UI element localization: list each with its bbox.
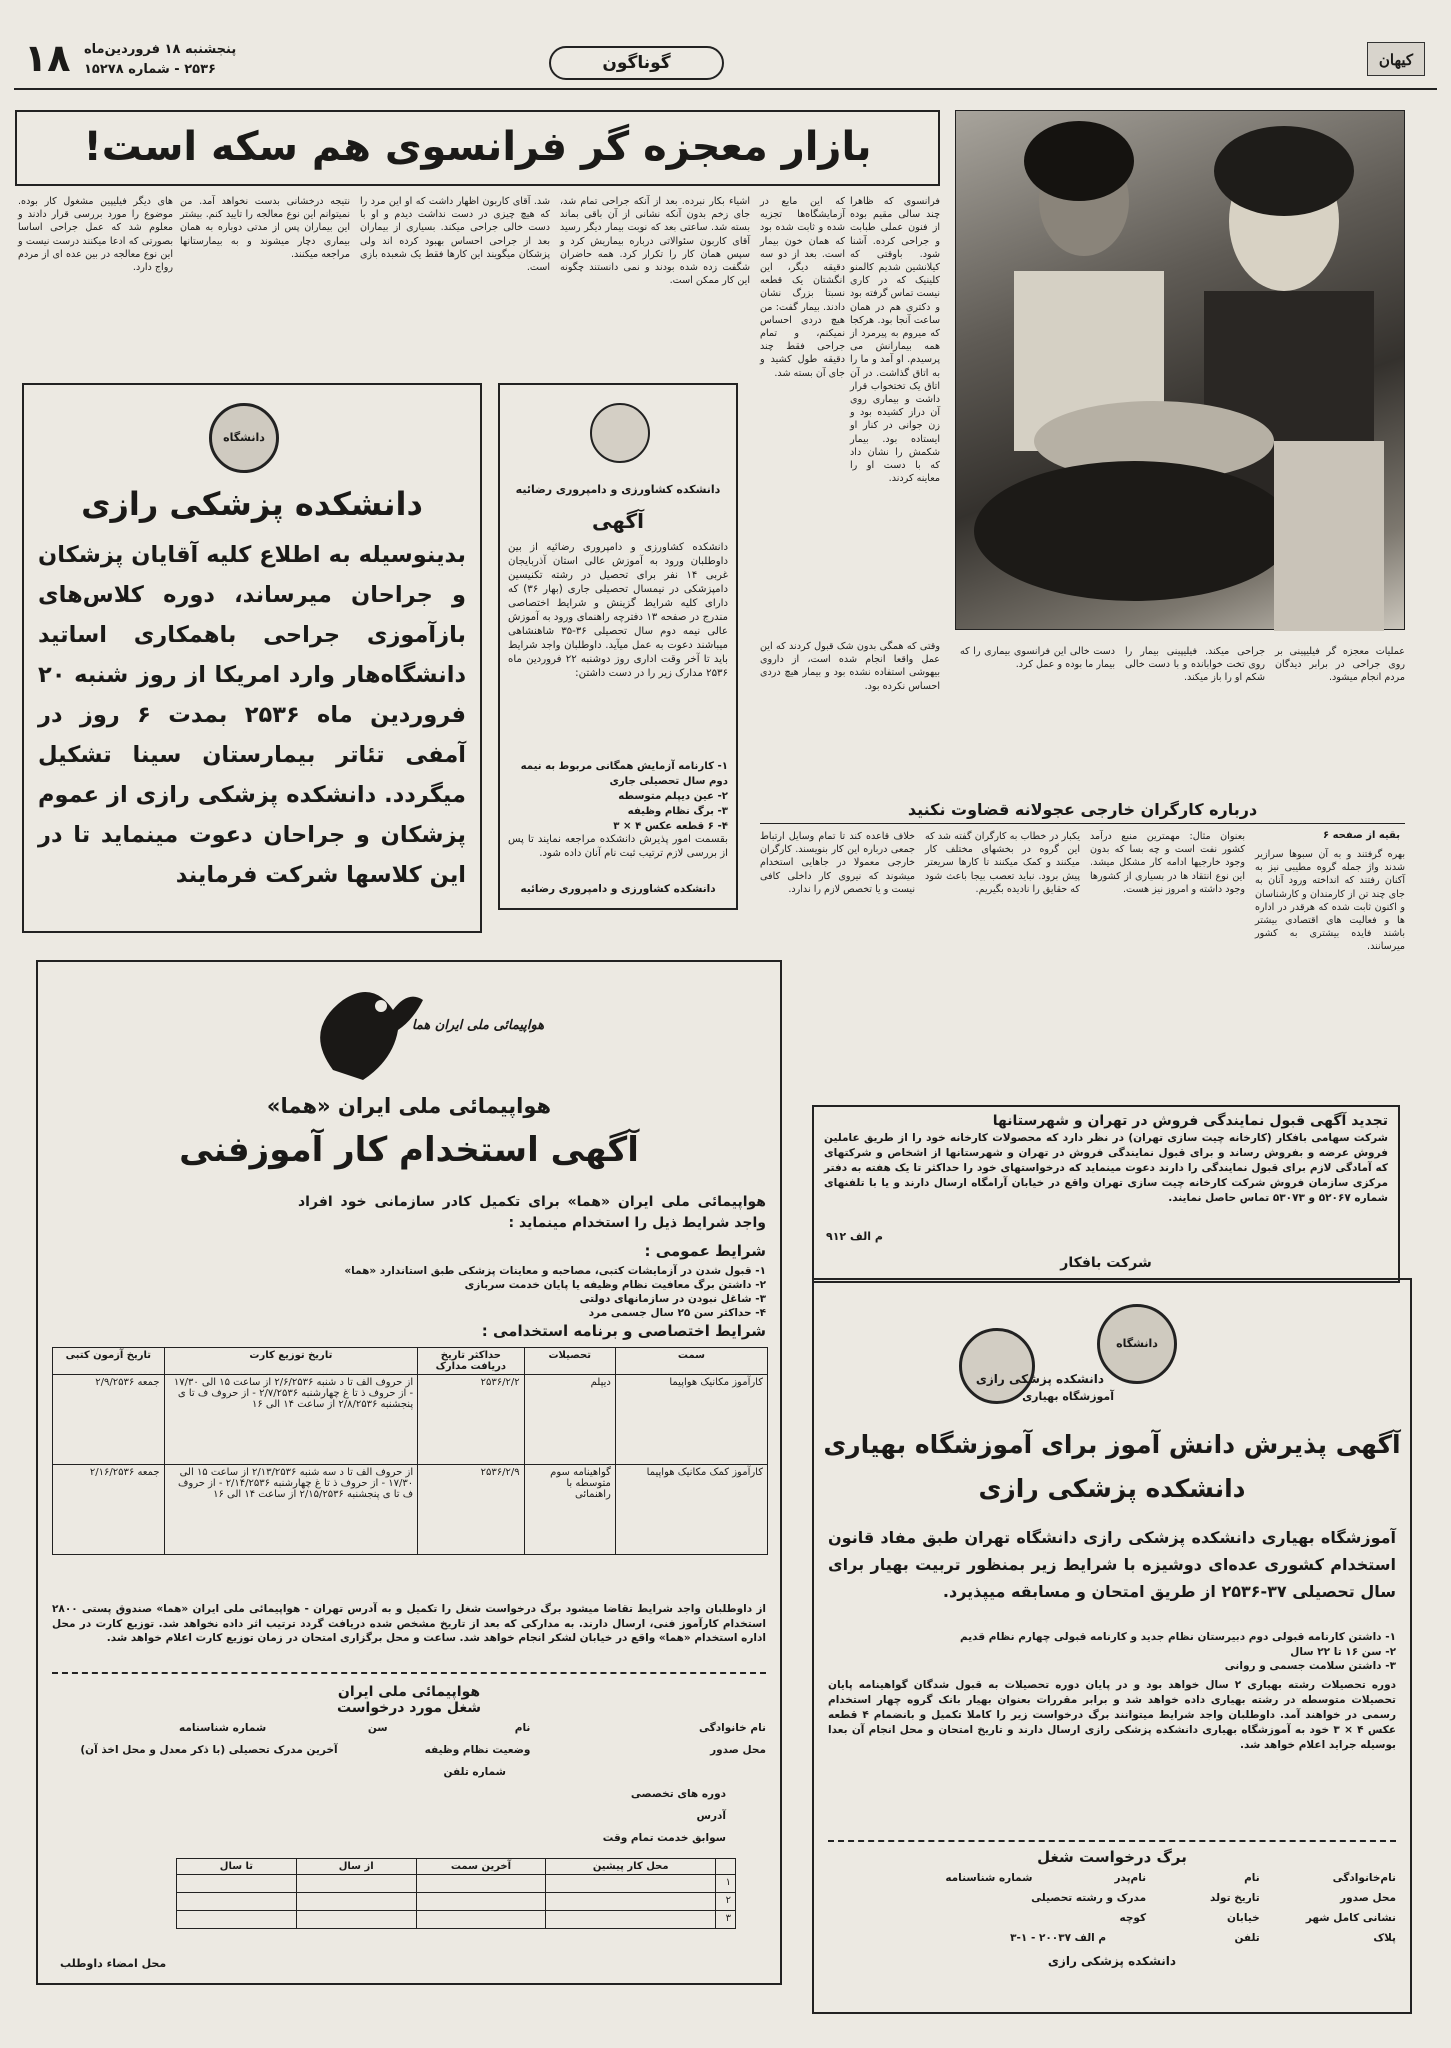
homa-general-items	[52, 1264, 766, 1320]
foreign-col-3: یکبار در خطاب به کارگران گفته شد که این گروه در بخشهای مختلف کار میکنند و کمک میکنند تا کارها سریعتر پیش برود. نباید تعصب بیجا باعث شود که حقایق را نادیده بگیریم.	[925, 831, 1080, 895]
form-field-street[interactable]: خیابان	[1227, 1912, 1260, 1924]
form-field-plate[interactable]: پلاک	[1373, 1932, 1396, 1944]
form-field-city[interactable]: نشانی کامل شهر	[1305, 1912, 1396, 1924]
row-number: ۳	[716, 1911, 736, 1929]
col-header: تا سال	[177, 1859, 297, 1875]
surgery-headline: بازار معجزه گر فرانسوی هم سکه است!	[83, 124, 872, 170]
homa-title: آگهی استخدام کار آموزفنی	[179, 1130, 639, 1170]
bafkar-headline: تجدید آگهی قبول نمایندگی فروش در تهران و شهرستانها	[992, 1113, 1388, 1129]
homa-logo-text: هواپیمائی ملی ایران هما	[411, 1018, 545, 1033]
homa-schedule-table	[52, 1347, 768, 1555]
nursing-code: م الف ۲۰۰۳۷ - ۱-۳	[1010, 1932, 1107, 1944]
homa-logo	[263, 970, 563, 1090]
foreign-col-2: بعنوان مثال: مهمترین منبع درآمد کشور نفت است و چه بسا که بدون وجود خارجیها ادامه کار مشکل میشد. این نوع انتقاد ها در بسیاری از کشورها وجود داشته و امروز نیز هست.	[1090, 831, 1245, 895]
razi-title: دانشکده پزشکی رازی	[81, 485, 423, 523]
cell-exam: جمعه ۲/۹/۲۵۳۶	[53, 1375, 165, 1465]
agri-item: ۲- عین دیپلم متوسطه	[618, 791, 728, 802]
homa-general-item: ۴- حداکثر سن ۲۵ سال جسمی مرد	[588, 1307, 766, 1319]
homa-general-item: ۱- قبول شدن در آزمایشات کتبی، مصاحبه و معاینات پزشکی طبق استاندارد «هما»	[344, 1265, 766, 1277]
agri-items	[508, 759, 728, 834]
surgery-headline-box	[15, 110, 940, 186]
razi-body: بدینوسیله به اطلاع کلیه آقایان پزشکان و جراحان میرساند، دوره کلاس‌های بازآموزی جراحی باهمکاری اساتید دانشگاه‌هار وارد امریکا از روز شنبه ۲۰ فروردین ماه ۲۵۳۶ بمدت ۶ روز در آمفی تئاتر بیمارستان سینا تشکیل میگردد. دانشکده پزشکی رازی از عموم پزشکان و جراحان دعوت مینماید تا در این کلاسها شرکت فرمایند	[38, 542, 466, 888]
surgery-col-4: شد. آقای کاربون اظهار داشت که او این مرد را که هیچ چیزی در دست نداشت دیدم و او با دست خالی جراحی میکند. بسیاری از بیماران بعد از جراحی احساس بهبود کرده اند ولی پزشکان میگویند این کارها فقط یک شعبده بازی است.	[360, 196, 550, 274]
nursing-item: ۳- داشتن سلامت جسمی و روانی	[1224, 1660, 1396, 1672]
surgery-continuation: وقتی که همگی بدون شک قبول کردند که این عمل واقعا انجام شده است، از داروی بیهوشی استفاده نشده بود و بیمار هیچ دردی احساس نکرده بود.	[760, 641, 940, 692]
col-header: تاریخ توزیع کارت	[164, 1348, 418, 1375]
nursing-lead: آموزشگاه بهیاری دانشکده پزشکی رازی دانشگاه تهران طبق مفاد قانون استخدام کشوری عده‌ای دوشیزه با شرایط زیر بمنظور تربیت بهیار برای سال تحصیلی ۳۷-۲۵۳۶ از طریق امتحان و مسابقه میپذیرد.	[828, 1528, 1396, 1601]
nursing-ad	[812, 1278, 1412, 2014]
foreign-workers-continued: بقیه از صفحه ۶	[1323, 830, 1400, 841]
homa-form-org: هواپیمائی ملی ایران	[337, 1684, 481, 1700]
col-header: حداکثر تاریخ دریافت مدارک	[418, 1348, 524, 1375]
col-header: محل کار پیشین	[546, 1859, 716, 1875]
surgery-col-6: های دیگر فیلیپین مشغول کار بوده. موضوع را مورد بررسی قرار دادند و معلوم شد که عمل جراحی اساسا بصورتی که ادعا میکنند درست نیست و این نوع معالجه در بین عده ای از مردم رواج دارد.	[18, 196, 173, 274]
homa-instructions: از داوطلبان واجد شرایط تقاضا میشود برگ درخواست شغل را تکمیل و به آدرس تهران - هواپیمائی ملی ایران «هما» صندوق پستی ۲۸۰۰ استخدام کارآموز فنی، ارسال دارند. به مدارکی که بعد از تاریخ مشخص شده دریافت گردد ترتیب اثر داده نخواهد شد. توزیع کارت در محل اداره استخدام «هما» واقع در خیابان لشکر انجام خواهد شد. ساعت و محل برگزاری امتحان در زمان توزیع کارت اعلام خواهد شد.	[52, 1603, 766, 1644]
form-field-education[interactable]: آخرین مدرک تحصیلی (با ذکر معدل و محل اخذ آن)	[80, 1744, 338, 1756]
section-label: گوناگون	[549, 46, 724, 80]
cell-deadline: ۲۵۳۶/۲/۹	[418, 1465, 524, 1555]
agri-notice	[498, 383, 738, 910]
agri-signature: دانشکده کشاورزی و دامپروری رضائیه	[520, 883, 716, 895]
row-number: ۱	[716, 1875, 736, 1893]
page-number: ۱۸	[24, 36, 71, 80]
cell-education: دیپلم	[524, 1375, 615, 1465]
col-header: آخرین سمت	[416, 1859, 546, 1875]
homa-form-table	[176, 1858, 736, 1929]
issue-line: ۲۵۳۶ - شماره ۱۵۲۷۸	[84, 62, 216, 77]
col-header	[716, 1859, 736, 1875]
row-number: ۲	[716, 1893, 736, 1911]
nursing-items	[828, 1630, 1396, 1674]
agri-item: ۴- ۶ قطعه عکس ۴ × ۳	[613, 821, 728, 832]
surgery-photo	[955, 110, 1405, 630]
date-line: پنجشنبه ۱۸ فروردین‌ماه	[84, 42, 237, 57]
photo-caption-2: جراحی میکند. فیلیپینی بیمار را روی تخت خوابانده و با دست خالی شکم او را باز میکند.	[1125, 646, 1265, 684]
surgery-photo-art	[954, 111, 1404, 631]
agri-title: آگهی	[592, 509, 644, 533]
form-field-father-name[interactable]: نام‌پدر	[1114, 1872, 1147, 1884]
cell-education: گواهینامه سوم متوسطه با راهنمائی	[524, 1465, 615, 1555]
homa-intro: هواپیمائی ملی ایران «هما» برای تکمیل کادر سازمانی خود افراد واجد شرایط ذیل را استخدام مینماید :	[298, 1194, 766, 1231]
homa-general-title: شرایط عمومی :	[644, 1242, 766, 1260]
form-field-phone[interactable]: شماره تلفن	[443, 1766, 506, 1778]
nursing-form-title: برگ درخواست شغل	[1037, 1848, 1187, 1866]
nursing-item: ۱- داشتن کارنامه قبولی دوم دبیرستان نظام جدید و کارنامه قبولی چهارم نظام قدیم	[959, 1631, 1396, 1643]
razi-notice	[22, 383, 482, 933]
form-field-courses[interactable]: دوره های تخصصی	[630, 1788, 726, 1800]
table-row[interactable]	[177, 1893, 736, 1911]
photo-caption-3: دست خالی این فرانسوی بیماری را که بیمار ما بوده و عمل کرد.	[960, 646, 1115, 671]
homa-signature-label: محل امضاء داوطلب	[60, 1957, 167, 1970]
agri-org: دانشکده کشاورزی و دامپروری رضائیه	[515, 483, 721, 496]
bafkar-notice	[812, 1105, 1400, 1283]
homa-general-item: ۲- داشتن برگ معافیت نظام وظیفه یا پایان خدمت سربازی	[464, 1279, 766, 1291]
form-field-age[interactable]: سن	[367, 1722, 388, 1734]
col-header: تاریخ آزمون کتبی	[53, 1348, 165, 1375]
homa-special-title: شرایط اختصاصی و برنامه استخدامی :	[481, 1322, 766, 1340]
surgery-col-1: فرانسوی که ظاهرا چند سالی مقیم بوده از فنون عملی طبابت و جراحی کرده. آشنا شود. باوقتی که کیلانشین شدیم کالمنو کلینیک که در کاری نیست تماس گرفته بود و دکتری هم در همان ساعت آنجا بود. هرکجا که میروم به پیرمرد از همه بیمارانش می پرسیدم. او آمد و ما را به اتاق گذاشت. در آن اتاق یک تختخواب قرار داشت و بیماری روی آن دراز کشیده بود و زن جوانی در کنار او ایستاده بود. بیمار شکمش را نشان داد که با دست او را معاینه کردند.	[850, 196, 940, 485]
nursing-item: ۲- سن ۱۶ تا ۲۲ سال	[1290, 1645, 1396, 1658]
form-field-id-number[interactable]: شماره شناسنامه	[945, 1872, 1033, 1884]
page-header	[14, 34, 1437, 90]
form-field-lastname[interactable]: نام‌خانوادگی	[1332, 1872, 1396, 1884]
foreign-col-4: خلاف قاعده کند تا تمام وسایل ارتباط جمعی درباره این کار بنویسند. کارگران خارجی معمولا در جاهایی استخدام میشوند که نیروی کار داخلی کافی نیست و یا تخصص لازم را ندارد.	[760, 831, 915, 895]
foreign-col-1: بهره گرفتند و به آن سبوها سرازیر شدند واژ جمله گروه مطیبی نیز به آکنان رفتند که انداخته ورود آنان به جای چند تن از کارمندان و کارشناسان و اکنون ثابت شده که هرقدر در اداره ها و فعالیت های اقتصادی بیشتر باشند فایده بیشتری به کشور میرسانند.	[1255, 849, 1405, 953]
cell-exam: جمعه ۲/۱۶/۲۵۳۶	[53, 1465, 165, 1555]
homa-form-title: شغل مورد درخواست	[336, 1700, 482, 1716]
cell-position: کارآموز مکانیک هواپیما	[615, 1375, 767, 1465]
form-field-phone[interactable]: تلفن	[1234, 1932, 1260, 1944]
bafkar-body: شرکت سهامی بافکار (کارخانه چیت سازی تهران) در نظر دارد که محصولات کارخانه خود را از طریق عاملین فروش عرضه و بفروش رساند و برای قبول نمایندگی فروش در تهران و شهرستانها از اشخاص و شرکتهای که آمادگی لازم برای قبول نمایندگی را دارند دعوت مینماید که درخواستهای خود را حداکثر تا یک هفته به دفتر مرکزی سازمان فروش شرکت کارخانه چیت سازی تهران واقع در خیابان آرامگاه ارسال دارند و یا با تلفنهای شماره ۵۲۰۶۷ و ۵۳۰۷۳ تماس حاصل نمایند.	[824, 1132, 1388, 1204]
table-row	[53, 1375, 768, 1465]
nursing-title-1: آگهی پذیرش دانش آموز برای آموزشگاه بهیاری	[823, 1430, 1401, 1459]
homa-org: هواپیمائی ملی ایران «هما»	[266, 1094, 552, 1118]
form-field-address[interactable]: آدرس	[696, 1810, 726, 1822]
bafkar-signature: شرکت بافکار	[1060, 1255, 1152, 1271]
form-field-lastname[interactable]: نام خانوادگی	[699, 1722, 766, 1734]
nursing-org-1: دانشکده پزشکی رازی	[975, 1372, 1104, 1386]
cell-distribution: از حروف الف تا د شنبه ۲/۶/۲۵۳۶ از ساعت ۱۵ الی ۱۷/۳۰ - از حروف ذ تا غ چهارشنبه ۲/۷/۲۵۳۶ - از حروف ف تا ی پنجشنبه ۲/۸/۲۵۳۶ از ساعت ۱۴ الی ۱۶	[164, 1375, 418, 1465]
nursing-title-2: دانشکده پزشکی رازی	[978, 1474, 1246, 1503]
cell-distribution: از حروف الف تا د سه شنبه ۲/۱۳/۲۵۳۶ از ساعت ۱۵ الی ۱۷/۳۰ - از حروف ذ تا غ چهارشنبه ۲/۱۴/۲۵۳۶ - از حروف ف تا ی پنجشنبه ۲/۱۵/۲۵۳۶ از ساعت ۱۴ الی ۱۶	[164, 1465, 418, 1555]
agri-footer: بقسمت امور پذیرش دانشکده مراجعه نمایند تا پس از بررسی لازم ترتیب ثبت نام آنان داده شود.	[508, 834, 728, 859]
form-field-issue-place[interactable]: محل صدور	[1340, 1892, 1396, 1904]
form-field-experience[interactable]: سوابق خدمت تمام وقت	[602, 1832, 726, 1844]
col-header: از سال	[296, 1859, 416, 1875]
homa-ad	[36, 960, 782, 1985]
table-row[interactable]	[177, 1875, 736, 1893]
form-field-birth-date[interactable]: تاریخ تولد	[1210, 1892, 1260, 1904]
table-row	[53, 1465, 768, 1555]
foreign-workers-headline: درباره کارگران خارجی عجولانه قضاوت نکنید	[760, 800, 1405, 824]
nursing-signature: دانشکده پزشکی رازی	[1047, 1954, 1177, 1968]
form-field-alley[interactable]: کوچه	[1119, 1912, 1147, 1924]
bafkar-code: م الف ۹۱۲	[826, 1230, 883, 1243]
agri-item: ۱- کارنامه آزمایش همگانی مربوط به نیمه دوم سال تحصیلی جاری	[520, 761, 728, 787]
photo-caption-1: عملیات معجزه گر فیلیپینی بر روی جراحی در برابر دیدگان مردم انجام میشود.	[1275, 646, 1405, 684]
col-header: تحصیلات	[524, 1348, 615, 1375]
form-field-firstname[interactable]: نام	[1244, 1872, 1260, 1884]
agri-body: دانشکده کشاورزی و دامپروری رضائیه از بین داوطلبان ورود به آموزش عالی استان آذربایجان غربی ۱۴ نفر برای تحصیل در رشته تکنیسین دامپزشکی در نیمسال تحصیلی جاری (بهار ۳۶) که دارای کلیه شرایط گزینش و شرایط اختصاصی مندرج در صفحه ۱۳ دفترچه راهنمای ورود به آموزش عالی نیمه دوم سال تحصیلی ۳۶-۳۵ شاهنشاهی میباشند دعوت به عمل میآید. داوطلبان واجد شرایط باید تا آخر وقت اداری روز دوشنبه ۲۲ فروردین ماه ۲۵۳۶ مدارک زیر را در دست داشتن:	[508, 542, 729, 679]
nursing-logo-right: دانشگاه	[1097, 1304, 1177, 1384]
surgery-col-5: نتیجه درخشانی بدست نخواهد آمد. من نمیتوانم این نوع معالجه را تایید کنم. بیشتر این بیماران پس از مدتی دوباره به همان بیماری دچار میشوند و به بیمارستانها مراجعه میکنند.	[180, 196, 350, 260]
nursing-org-2: آموزشگاه بهیاری	[1022, 1390, 1114, 1403]
cell-position: کارآموز کمک مکانیک هواپیما	[615, 1465, 767, 1555]
surgery-col-3: اشیاء بکار نبرده. بعد از آنکه جراحی تمام شد، جای زخم بدون آنکه نشانی از آن باقی بماند بسته شد. ساعتی بعد که نوبت بیمار دیگر رسید آقای کاربون سئوالاتی درباره بیماریش کرد و سپس همان کار را تکرار کرد. همه حاضران شگفت زده شده بودند و نمی دانستند چگونه این کار ممکن است.	[560, 196, 750, 287]
table-row[interactable]	[177, 1911, 736, 1929]
nursing-body: دوره تحصیلات رشته بهیاری ۲ سال خواهد بود و در پایان دوره تحصیلات به قبول شدگان گواهینامه پایان تحصیلات متوسطه در رشته بهیاری داده خواهد شد و برابر مقررات بعنوان بهیار بانک گروه چهار استخدام رسمی در خواهند آمد. داوطلبان واجد شرایط میتوانند برگ درخواست زیر را کاملا تکمیل و بانضمام ۴ قطعه عکس ۴ × ۳ خود به آموزشگاه بهیاری دانشکده پزشکی رازی ارسال دارند و تاریخ امتحان و محل انجام آن بعدا بوسیله جراید اعلام خواهد شد.	[828, 1679, 1397, 1751]
agri-logo	[590, 403, 650, 463]
surgery-col-2: که این مایع در آزمایشگاه‌ها تجزیه شده و ثابت شده بود که همان خون بیمار است. بعد از دو سه دقیقه دیگر، این انگشتان یک قطعه نسبتا بزرگ نشان دادند. بیمار گفت: من هیچ دردی احساس نمیکنم، و تمام جراحی فقط چند دقیقه طول کشید و جای آن بسته شد.	[760, 196, 845, 379]
homa-general-item: ۳- شاغل نبودن در سازمانهای دولتی	[579, 1293, 766, 1305]
form-field-education[interactable]: مدرک و رشته تحصیلی	[1031, 1892, 1147, 1904]
form-field-id-number[interactable]: شماره شناسنامه	[179, 1722, 267, 1734]
masthead-logo: کیهان	[1367, 42, 1425, 76]
nursing-form	[828, 1840, 1396, 2010]
razi-logo: دانشگاه	[209, 403, 279, 473]
form-field-military[interactable]: وضعیت نظام وظیفه	[424, 1744, 531, 1756]
cell-deadline: ۲۵۳۶/۲/۲	[418, 1375, 524, 1465]
form-field-firstname[interactable]: نام	[514, 1722, 531, 1734]
col-header: سمت	[615, 1348, 767, 1375]
agri-item: ۳- برگ نظام وظیفه	[627, 806, 728, 817]
homa-form	[52, 1672, 766, 1972]
form-field-issue-place[interactable]: محل صدور	[710, 1744, 766, 1756]
